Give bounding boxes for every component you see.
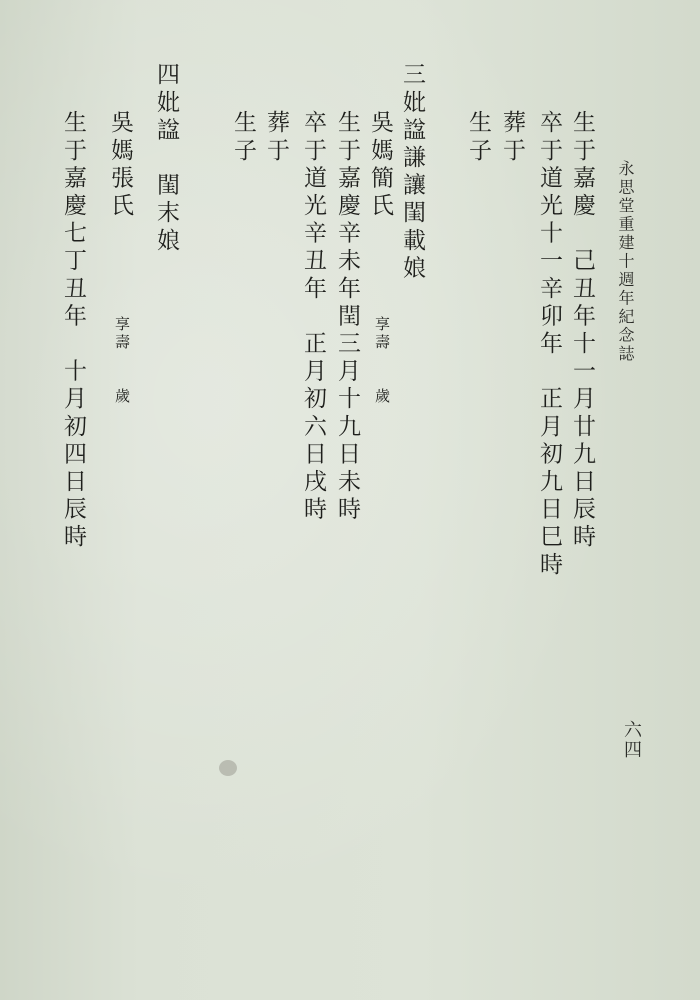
text-column-death-1: 卒于道光十一辛卯年 正月初九日巳時 <box>536 110 562 580</box>
text-column-fourth-wife-age: 享壽 歲 <box>113 316 131 406</box>
book-title-header: 永思堂重建十週年紀念誌 <box>616 160 635 364</box>
text-column-children-1: 生子 <box>465 110 491 166</box>
text-column-third-wife-name: 吳媽簡氏 <box>367 110 393 221</box>
text-column-fourth-wife-title: 四妣諡 閨末娘 <box>153 62 179 256</box>
text-column-birth-3: 生于嘉慶七丁丑年 十月初四日辰時 <box>60 110 86 552</box>
paper-stain <box>219 760 237 776</box>
text-column-children-2: 生子 <box>230 110 256 166</box>
text-column-death-2: 卒于道光辛丑年 正月初六日戌時 <box>300 110 326 524</box>
text-column-third-wife-title: 三妣諡謙讓閨載娘 <box>399 62 425 283</box>
text-column-fourth-wife-name: 吳媽張氏 <box>107 110 133 221</box>
text-column-burial-2: 葬于 <box>263 110 289 166</box>
text-column-birth-1: 生于嘉慶 己丑年十一月廿九日辰時 <box>569 110 595 552</box>
text-column-burial-1: 葬于 <box>499 110 525 166</box>
text-column-third-wife-age: 享壽 歲 <box>373 316 391 406</box>
page-number: 六四 <box>621 720 642 760</box>
text-column-birth-2: 生于嘉慶辛未年閏三月十九日未時 <box>334 110 360 524</box>
